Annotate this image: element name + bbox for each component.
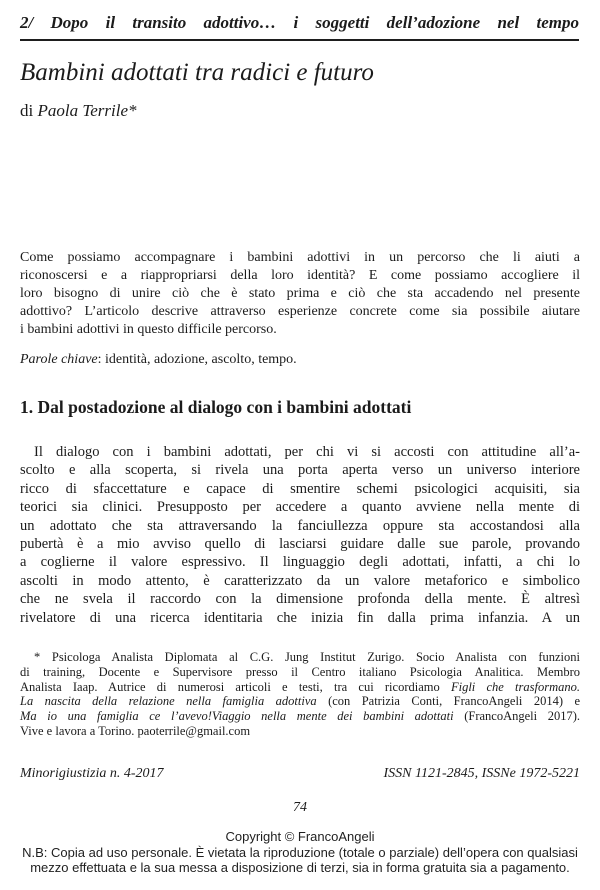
text-line: riconoscersi e a riappropriarsi della loro identità? E come possiamo accogliere il — [20, 268, 580, 283]
text-line: Analista Iaap. Autrice di numerosi articoli e testi, tra cui ricordiamo Figli che trasformano. — [20, 679, 581, 694]
issn-numbers: ISSN 1121-2845, ISSNe 1972-5221 — [383, 766, 580, 781]
text-line: N.B: Copia ad uso personale. È vietata la riproduzione (totale o parziale) dell’opera con qualsiasi — [22, 844, 578, 860]
journal-title: Minorigiustizia n. 4-2017 — [20, 766, 164, 781]
footnote — [20, 650, 580, 739]
text-line: loro bisogno di unire ciò che è stato prima e ciò che sta accadendo nel presente — [20, 286, 580, 301]
text-line: teorici sia clinici. Presupposto per accedere a quanto avviene nella mente di — [20, 499, 580, 516]
copyright-notice — [0, 829, 600, 876]
text-line: a coglierne il valore espressivo. Il linguaggio degli adottati, infatti, a chi lo — [20, 554, 580, 571]
byline-prefix: di — [20, 101, 38, 120]
text-line: La nascita della relazione nella famiglia adottiva (con Patrizia Conti, FrancoAngeli 2014) e — [20, 694, 580, 709]
text-line: adottivo? L’articolo descrive attraverso esperienze concrete come sia possibile aiutare — [20, 304, 580, 319]
text-line: Il dialogo con i bambini adottati, per chi vi si accosti con attitudine all’a- — [34, 444, 580, 460]
text-line: rivelatore di una ricerca identitaria che inizia fin dalla prima infanzia. A un — [20, 609, 580, 626]
text-line: un adottato che sta attraversando la fanciullezza oppure sta accostandosi alla — [20, 517, 580, 534]
text-line: Ma io una famiglia ce l’avevo!Viaggio nella mente dei bambini adottati (FrancoAngeli 2017). — [20, 709, 580, 724]
text-line: ascolti in modo attento, è caratterizzato da un valore metaforico e simbolico — [20, 572, 580, 589]
text-line: scolto e alla scoperta, si rivela una porta aperta verso un universo interiore — [20, 462, 580, 479]
abstract — [20, 249, 580, 339]
text-line: pubertà è a mio avviso quello di lasciarsi guidare dalle sue parole, provando — [20, 536, 580, 553]
article-title: Bambini adottati tra radici e futuro — [20, 59, 374, 86]
text-line: ricco di sfaccettature e capace di smentire schemi psicologici acquisiti, sia — [20, 480, 580, 497]
header-rule — [20, 39, 579, 41]
page-number: 74 — [293, 800, 307, 815]
text-line: i bambini adottivi in questo difficile percorso. — [20, 322, 277, 337]
running-head: 2/ Dopo il transito adottivo… i soggetti dell’adozione nel tempo — [20, 13, 579, 32]
text-line: Come possiamo accompagnare i bambini adottivi in un percorso che li aiuti a — [20, 250, 580, 265]
text-line: * Psicologa Analista Diplomata al C.G. Jung Institut Zurigo. Socio Analista con funzioni — [34, 650, 580, 664]
text-line: Copyright © FrancoAngeli — [225, 829, 375, 844]
keywords-text: : identità, adozione, ascolto, tempo. — [97, 352, 297, 367]
text-line: Vive e lavora a Torino. paoterrile@gmail.com — [20, 723, 251, 738]
section-heading: 1. Dal postadozione al dialogo con i bambini adottati — [20, 397, 412, 417]
section-body — [20, 443, 580, 627]
journal-footer — [20, 765, 580, 783]
text-line: di training, Docente e Supervisore presso il Centro italiano Psicologia Analitica. Membro — [20, 664, 580, 679]
keywords — [20, 351, 580, 369]
text-line: mezzo effettuata e la sua messa a disposizione di terzi, sia in forma gratuita sia a pagamento. — [30, 860, 570, 875]
author-name: Paola Terrile* — [37, 101, 137, 120]
keywords-label: Parole chiave — [20, 352, 98, 367]
byline — [20, 100, 137, 121]
text-line: che ne svela il raccordo con la dimensione profonda della mente. È altresì — [20, 591, 580, 608]
